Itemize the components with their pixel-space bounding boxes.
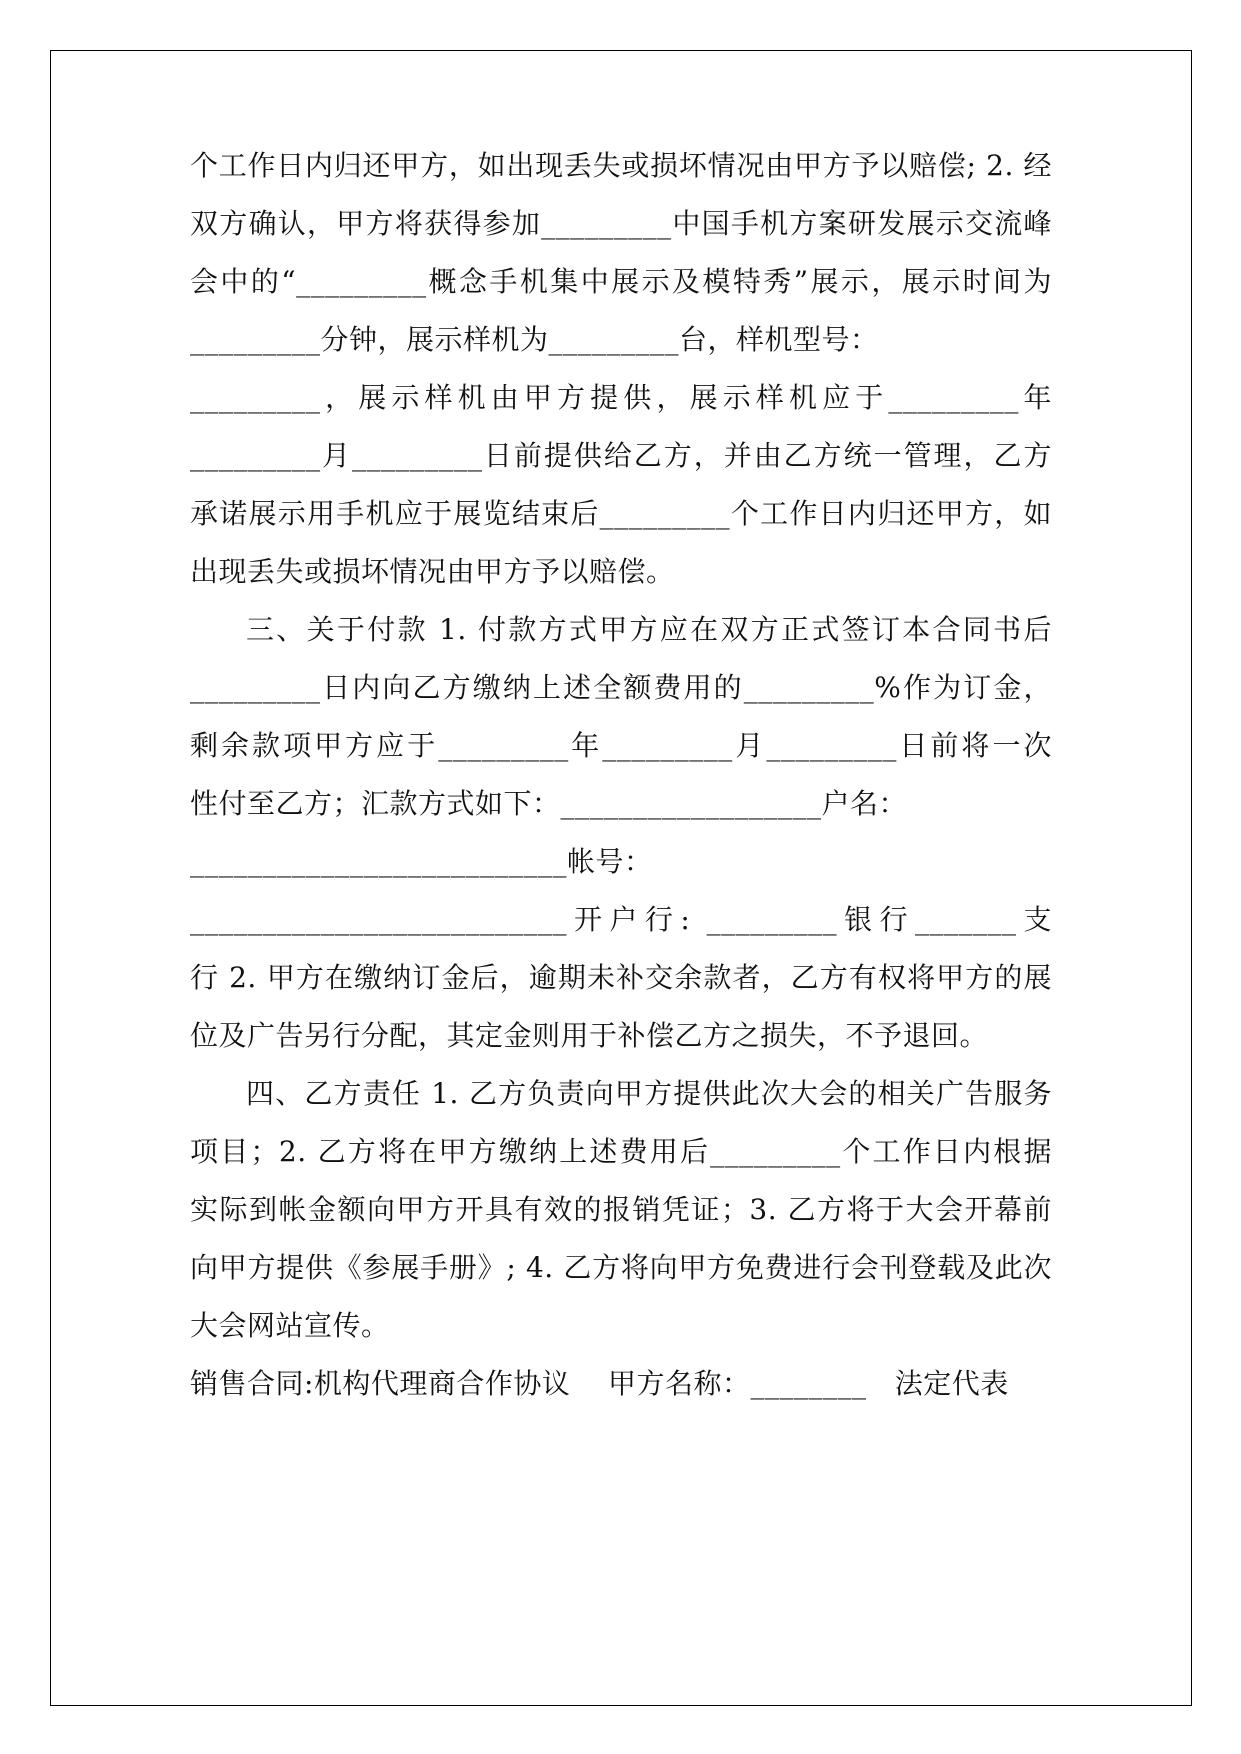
body-line-5: _________，展示样机由甲方提供，展示样机应于_________年: [190, 381, 1052, 414]
body-line-16: 位及广告另行分配，其定金则用于补偿乙方之损失，不予退回。: [190, 1019, 989, 1052]
body-line-12: 性付至乙方；汇款方式如下：__________________户名：: [190, 787, 908, 820]
body-line-7: 承诺展示用手机应于展览结束后_________个工作日内归还甲方，如: [190, 497, 1052, 530]
contract-title-line: 销售合同:机构代理商合作协议 甲方名称：________ 法定代表: [190, 1367, 1009, 1400]
body-line-8: 出现丢失或损坏情况由甲方予以赔偿。: [190, 555, 675, 588]
section-3-heading-line: 三、关于付款 1. 付款方式甲方应在双方正式签订本合同书后: [246, 613, 1052, 646]
body-line-11: 剩余款项甲方应于_________年_________月_________日前将一次: [190, 729, 1052, 762]
body-line-1: 个工作日内归还甲方，如出现丢失或损坏情况由甲方予以赔偿; 2. 经: [190, 149, 1052, 182]
body-line-6: _________月_________日前提供给乙方，并由乙方统一管理，乙方: [190, 439, 1052, 472]
body-line-4: _________分钟，展示样机为_________台，样机型号：: [190, 323, 879, 356]
body-line-2: 双方确认，甲方将获得参加_________中国手机方案研发展示交流峰: [190, 207, 1052, 240]
body-line-15: 行 2. 甲方在缴纳订金后，逾期未补交余款者，乙方有权将甲方的展: [190, 961, 1052, 994]
body-line-20: 向甲方提供《参展手册》; 4. 乙方将向甲方免费进行会刊登载及此次: [190, 1251, 1052, 1284]
body-line-14: __________________________开户行: _________银行_______支: [190, 903, 1052, 936]
body-line-18: 项目；2. 乙方将在甲方缴纳上述费用后_________个工作日内根据: [190, 1135, 1052, 1168]
body-line-10: _________日内向乙方缴纳上述全额费用的_________%作为订金，: [190, 671, 1052, 704]
body-line-21: 大会网站宣传。: [190, 1309, 390, 1342]
body-line-13: __________________________帐号：: [190, 845, 653, 878]
body-line-3: 会中的“_________概念手机集中展示及模特秀”展示，展示时间为: [190, 265, 1052, 298]
body-line-19: 实际到帐金额向甲方开具有效的报销凭证；3. 乙方将于大会开幕前: [190, 1193, 1052, 1226]
section-4-heading-line: 四、乙方责任 1. 乙方负责向甲方提供此次大会的相关广告服务: [246, 1077, 1052, 1110]
